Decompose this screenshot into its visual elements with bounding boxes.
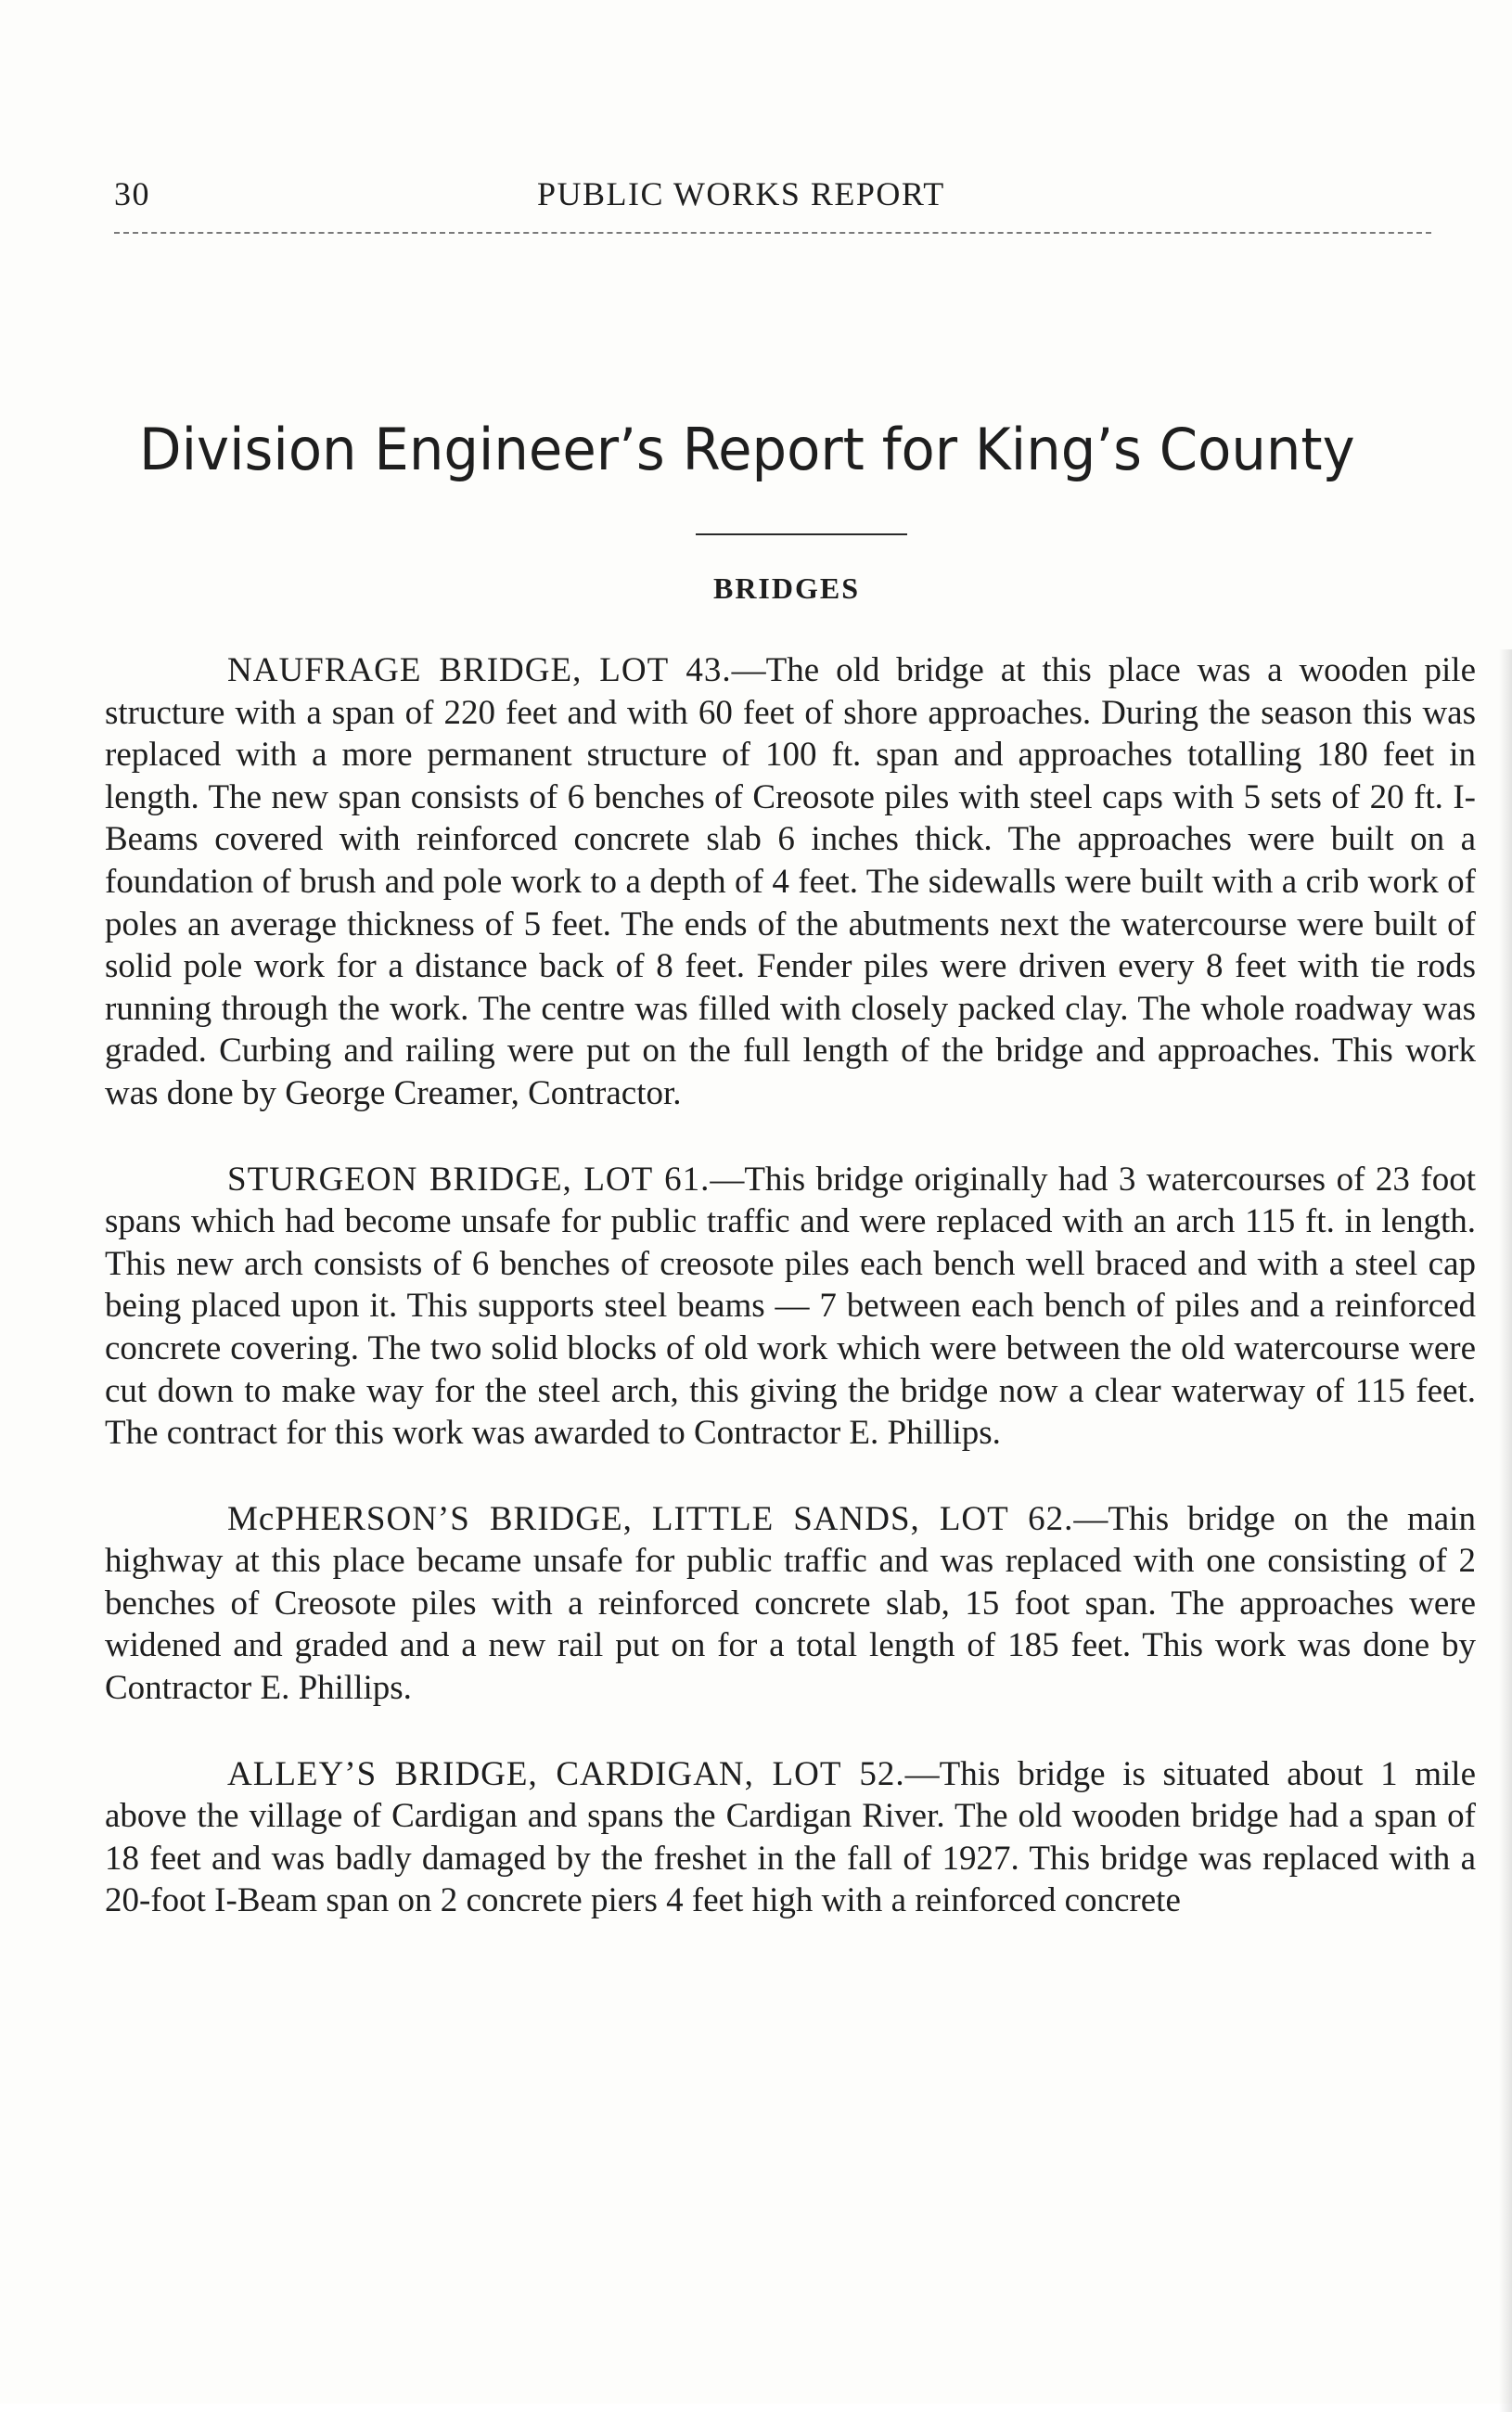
report-title: Division Engineer’s Report for King’s County [139, 416, 1355, 483]
paragraph-naufrage-bridge [105, 649, 1476, 1115]
running-title: PUBLIC WORKS REPORT [537, 175, 945, 212]
section-heading: BRIDGES [712, 571, 861, 605]
paragraph-lead: STURGEON BRIDGE, LOT 61. [227, 1160, 711, 1199]
paragraph-text: —This bridge originally had 3 watercourses of 23 foot spans which had become unsafe for public traffic and were replaced with an arch 115 ft. in length. This new arch consists of 6 benches of creosote piles each bench well braced and with a steel cap being placed upon it. This supports steel beams — 7 between each bench of piles and a reinforced concrete covering. The two solid blocks of old work which were between the old watercourse were cut down to make way for the steel arch, this giving the bridge now a clear waterway of 115 feet. The contract for this work was awarded to Contractor E. Phillips. [105, 1160, 1476, 1453]
paragraph-text: —The old bridge at this place was a wooden pile structure with a span of 220 feet and with 60 feet of shore approaches. During the season this was replaced with a more permanent structure of 100 ft. span and approaches totalling 180 feet in length. The new span consists of 6 benches of Creosote piles with steel caps with 5 sets of 20 ft. I-Beams covered with reinforced concrete slab 6 inches thick. The approaches were built on a foundation of brush and pole work to a depth of 4 feet. The sidewalls were built with a crib work of poles an average thickness of 5 feet. The ends of the abutments next the watercourse were built of solid pole work for a distance back of 8 feet. Fender piles were driven every 8 feet with tie rods running through the work. The centre was filled with closely packed clay. The whole roadway was graded. Curbing and railing were put on the full length of the bridge and approaches. This work was done by George Creamer, Contractor. [105, 651, 1476, 1112]
running-head [114, 174, 1441, 230]
page-edge-shadow [1499, 649, 1512, 2412]
report-body [105, 649, 1476, 1966]
page-number: 30 [114, 175, 150, 212]
paragraph-lead: NAUFRAGE BRIDGE, LOT 43. [227, 651, 732, 689]
header-divider [114, 232, 1431, 234]
paragraph-mcphersons-bridge [105, 1498, 1476, 1710]
paragraph-text: —This bridge on the main highway at this place became unsafe for public traffic and was replaced with one consisting of 2 benches of Creosote piles with a reinforced concrete slab, 15 foot span. The approaches were widened and graded and a new rail put on for a total length of 185 feet. This work was done by Contractor E. Phillips. [105, 1499, 1476, 1708]
paragraph-text: —This bridge is situated about 1 mile above the village of Cardigan and spans the Cardigan River. The old wooden bridge had a span of 18 feet and was badly damaged by the freshet in the fall of 1927. This bridge was replaced with a 20-foot I-Beam span on 2 concrete piers 4 feet high with a reinforced concrete [105, 1754, 1476, 1920]
paragraph-lead: ALLEY’S BRIDGE, CARDIGAN, LOT 52. [227, 1754, 905, 1793]
paragraph-alleys-bridge [105, 1753, 1476, 1922]
paragraph-sturgeon-bridge [105, 1159, 1476, 1455]
title-divider [696, 533, 907, 535]
paragraph-lead: McPHERSON’S BRIDGE, LITTLE SANDS, LOT 62. [227, 1499, 1074, 1538]
